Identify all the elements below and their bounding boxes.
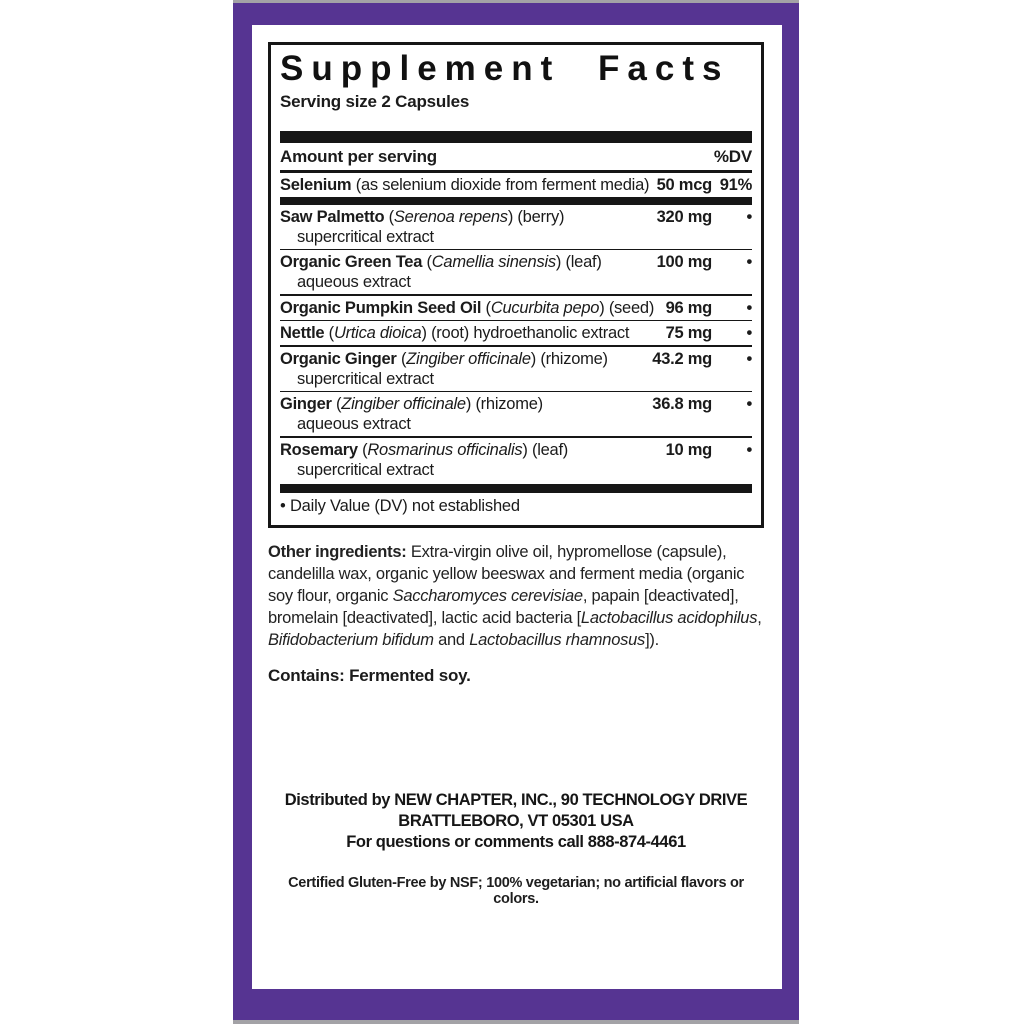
label-white-panel bbox=[252, 25, 782, 989]
distributor-line2: BRATTLEBORO, VT 05301 USA bbox=[398, 811, 634, 830]
supplement-facts-box bbox=[268, 42, 764, 528]
table-row-rosemary: Rosemary (Rosmarinus officinalis) (leaf) supercritical extract 10 mg • bbox=[280, 440, 752, 479]
distributor-line3: For questions or comments call 888-874-4461 bbox=[346, 832, 686, 851]
row-subline: supercritical extract bbox=[297, 460, 434, 479]
amount-per-serving-header: Amount per serving bbox=[280, 146, 437, 166]
divider-bar-thick bbox=[280, 197, 752, 205]
dv-value: • bbox=[746, 207, 752, 226]
amount-value: 36.8 mg bbox=[652, 395, 712, 414]
table-row-ginger: Ginger (Zingiber officinale) (rhizome) aqueous extract 36.8 mg • bbox=[280, 395, 752, 434]
row-subline: aqueous extract bbox=[297, 415, 411, 434]
supplement-label bbox=[233, 0, 799, 1024]
dv-footnote: • Daily Value (DV) not established bbox=[280, 496, 520, 515]
allergen-statement: Contains: Fermented soy. bbox=[268, 665, 471, 685]
amount-value: 10 mg bbox=[665, 440, 712, 459]
dv-value: • bbox=[746, 349, 752, 368]
row-subline: supercritical extract bbox=[297, 369, 434, 388]
dv-value: • bbox=[746, 324, 752, 343]
dv-value: 91% bbox=[719, 175, 752, 194]
serving-size: Serving size 2 Capsules bbox=[280, 91, 470, 111]
table-row-organic-ginger: Organic Ginger (Zingiber officinale) (rhizome) supercritical extract 43.2 mg • bbox=[280, 349, 752, 388]
distributor-line1: Distributed by NEW CHAPTER, INC., 90 TECHNOLOGY DRIVE bbox=[284, 790, 748, 809]
certification-statement: Certified Gluten-Free by NSF; 100% vegetarian; no artificial flavors or colors. bbox=[288, 874, 744, 907]
table-header-row bbox=[280, 143, 752, 170]
amount-value: 50 mcg bbox=[656, 175, 712, 194]
amount-value: 96 mg bbox=[665, 298, 712, 317]
table-row-pumpkin-seed-oil: Organic Pumpkin Seed Oil (Cucurbita pepo) (seed) 96 mg • bbox=[280, 298, 752, 317]
supplement-facts-title: Supplement Facts bbox=[280, 49, 730, 88]
table-row-selenium: Selenium (as selenium dioxide from ferment media) 50 mcg 91% bbox=[280, 175, 752, 194]
amount-value: 43.2 mg bbox=[652, 349, 712, 368]
divider-bar-thick bbox=[280, 484, 752, 493]
dv-value: • bbox=[746, 395, 752, 414]
dv-value: • bbox=[746, 253, 752, 272]
table-row-green-tea: Organic Green Tea (Camellia sinensis) (leaf) aqueous extract 100 mg • bbox=[280, 253, 752, 292]
dv-header: %DV bbox=[713, 146, 752, 166]
other-ingredients: Other ingredients: Extra-virgin olive oil, hypromellose (capsule), candelilla wax, organic yellow beeswax and ferment media (organic soy flour, organic Saccharomyces cerevisiae, papain [deactivated], bromelain [deactivated], lactic acid bacteria [Lactobacillus acidophilus, Bifidobacterium bifidum and Lactobacillus rhamnosus]). bbox=[268, 542, 762, 649]
dv-value: • bbox=[746, 440, 752, 459]
table-row-nettle: Nettle (Urtica dioica) (root) hydroethanolic extract 75 mg • bbox=[280, 324, 752, 343]
dv-value: • bbox=[746, 298, 752, 317]
divider-bar-thick bbox=[280, 131, 752, 143]
amount-value: 75 mg bbox=[665, 324, 712, 343]
row-subline: supercritical extract bbox=[297, 227, 434, 246]
amount-value: 100 mg bbox=[656, 253, 712, 272]
row-subline: aqueous extract bbox=[297, 273, 411, 292]
table-row-saw-palmetto: Saw Palmetto (Serenoa repens) (berry) supercritical extract 320 mg • bbox=[280, 207, 752, 246]
amount-value: 320 mg bbox=[656, 207, 712, 226]
distributor-block bbox=[268, 790, 764, 853]
